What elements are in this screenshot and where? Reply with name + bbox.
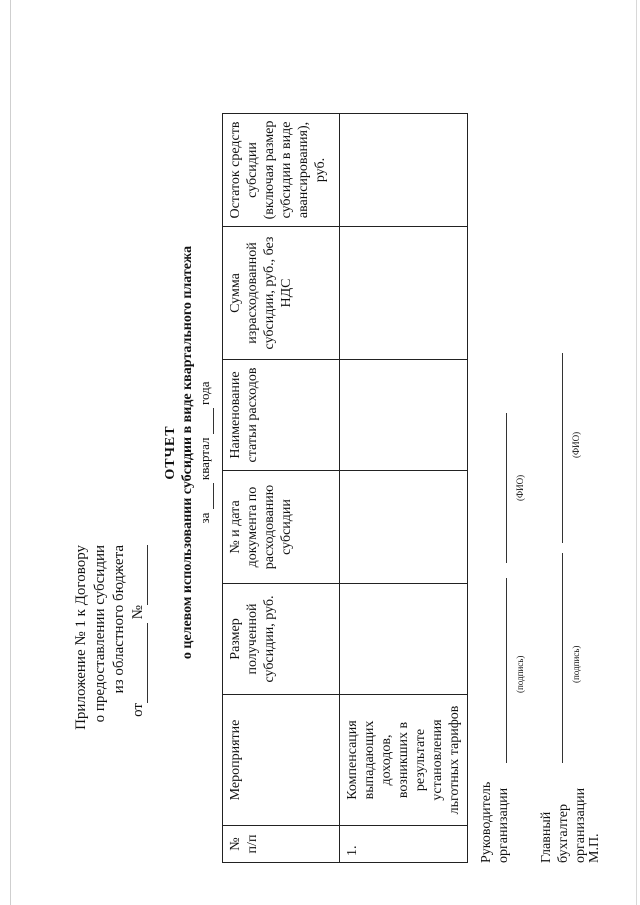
table-header-row bbox=[223, 114, 340, 863]
report-period bbox=[196, 0, 214, 905]
appendix-block bbox=[72, 545, 148, 785]
accountant-name-line bbox=[562, 353, 563, 543]
report-table bbox=[222, 113, 468, 863]
header-activity: Мероприятие bbox=[223, 695, 340, 826]
report-title: ОТЧЕТ bbox=[163, 425, 178, 480]
header-expense-item: Наименование статьи расходов bbox=[223, 360, 340, 471]
report-subtitle: о целевом использовании субсидии в виде квартального платежа bbox=[180, 245, 195, 660]
appendix-from-label: от bbox=[130, 703, 146, 717]
row-cell-expense-item bbox=[340, 360, 468, 471]
date-blank bbox=[133, 623, 148, 703]
accountant-name-caption: (ФИО) bbox=[571, 431, 581, 458]
appendix-line-1: Приложение № 1 к Договору bbox=[73, 545, 89, 730]
appendix-line-3: из областного бюджета bbox=[111, 545, 127, 694]
head-name-line bbox=[506, 413, 507, 563]
header-amount-spent: Сумма израсходованной субсидии, руб., без НДС bbox=[223, 227, 340, 360]
table-row bbox=[340, 114, 468, 863]
quarter-blank bbox=[201, 483, 214, 509]
head-signature-caption: (подпись) bbox=[515, 655, 525, 693]
accountant-signature-line bbox=[562, 553, 563, 763]
head-name-caption: (ФИО) bbox=[515, 474, 525, 501]
row-cell-activity: Компенсация выпадающих доходов, возникших в результате установления льготных тарифов bbox=[340, 695, 468, 826]
year-blank bbox=[201, 408, 214, 434]
period-quarter: квартал bbox=[197, 437, 212, 481]
header-number: № п/п bbox=[223, 826, 340, 863]
title-block bbox=[162, 0, 214, 905]
header-subsidy-received: Размер полученной субсидии, руб. bbox=[223, 584, 340, 695]
period-prefix: за bbox=[197, 512, 212, 524]
signature-block bbox=[478, 263, 602, 863]
head-signature-line bbox=[506, 578, 507, 763]
row-cell-balance bbox=[340, 114, 468, 227]
period-year: года bbox=[197, 381, 212, 406]
header-document: № и дата документа по расходованию субсидии bbox=[223, 471, 340, 584]
head-label: Руководитель организации bbox=[479, 781, 511, 863]
number-blank bbox=[133, 545, 148, 605]
accountant-signature-caption: (подпись) bbox=[571, 645, 581, 683]
appendix-line-2: о предоставлении субсидии bbox=[92, 545, 108, 723]
head-signature-row bbox=[478, 263, 538, 863]
appendix-date-number-line bbox=[129, 545, 148, 785]
row-cell-amount-spent bbox=[340, 227, 468, 360]
seal-label: М.П. bbox=[587, 833, 602, 863]
header-balance: Остаток средств субсидии (включая размер субсидии в виде авансирования), руб. bbox=[223, 114, 340, 227]
appendix-number-label: № bbox=[130, 605, 146, 620]
accountant-signature-row bbox=[538, 263, 598, 863]
accountant-label: Главный бухгалтер организации bbox=[539, 787, 588, 863]
row-cell-document bbox=[340, 471, 468, 584]
row-cell-subsidy-received bbox=[340, 584, 468, 695]
row-cell-number: 1. bbox=[340, 826, 468, 863]
